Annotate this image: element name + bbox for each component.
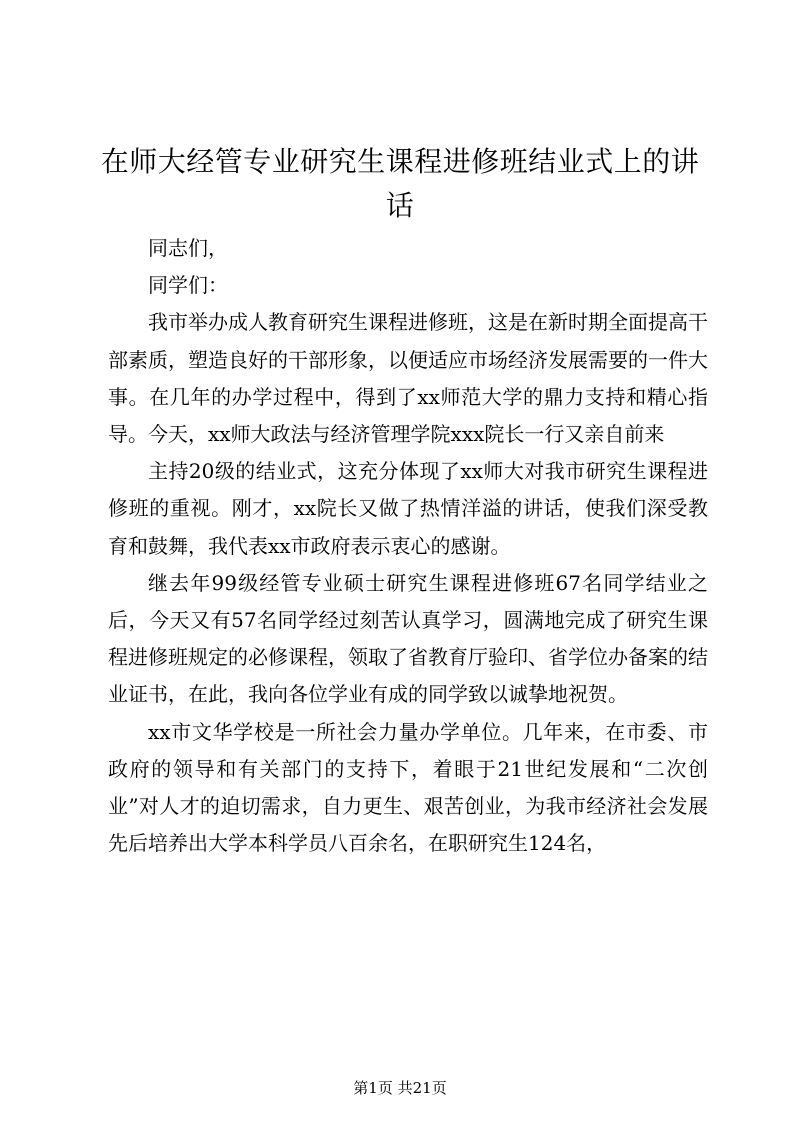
body-paragraph: 我市举办成人教育研究生课程进修班，这是在新时期全面提高干部素质，塑造良好的干部形象，以便适应市场经济发展需要的一件大事。在几年的办学过程中，得到了xx师范大学的鼎力支持和精心指导。今天，xx师大政法与经济管理学院xxx院长一行又亲自前来 (108, 310, 708, 447)
salutation-students: 同学们： (148, 273, 228, 298)
body-paragraph: 继去年99级经管专业硕士研究生课程进修班67名同学结业之后，今天又有57名同学经过刻苦认真学习，圆满地完成了研究生课程进修班规定的必修课程，领取了省教育厅验印、省学位办备案的结业证书，在此，我向各位学业有成的同学致以诚挚地祝贺。 (108, 570, 708, 707)
document-title: 在师大经管专业研究生课程进修班结业式上的讲话 (100, 145, 700, 222)
page-number-footer: 第1页 共21页 (353, 1079, 447, 1097)
document-body (108, 230, 708, 862)
body-paragraph: 主持20级的结业式，这充分体现了xx师大对我市研究生课程进修班的重视。刚才，xx院长又做了热情洋溢的讲话，使我们深受教育和鼓舞，我代表xx市政府表示衷心的感谢。 (108, 459, 708, 558)
body-paragraph: xx市文华学校是一所社会力量办学单位。几年来，在市委、市政府的领导和有关部门的支持下，着眼于21世纪发展和“二次创业”对人才的迫切需求，自力更生、艰苦创业，为我市经济社会发展先后培养出大学本科学员八百余名，在职研究生124名， (108, 719, 708, 856)
salutation-comrades: 同志们， (148, 236, 228, 260)
